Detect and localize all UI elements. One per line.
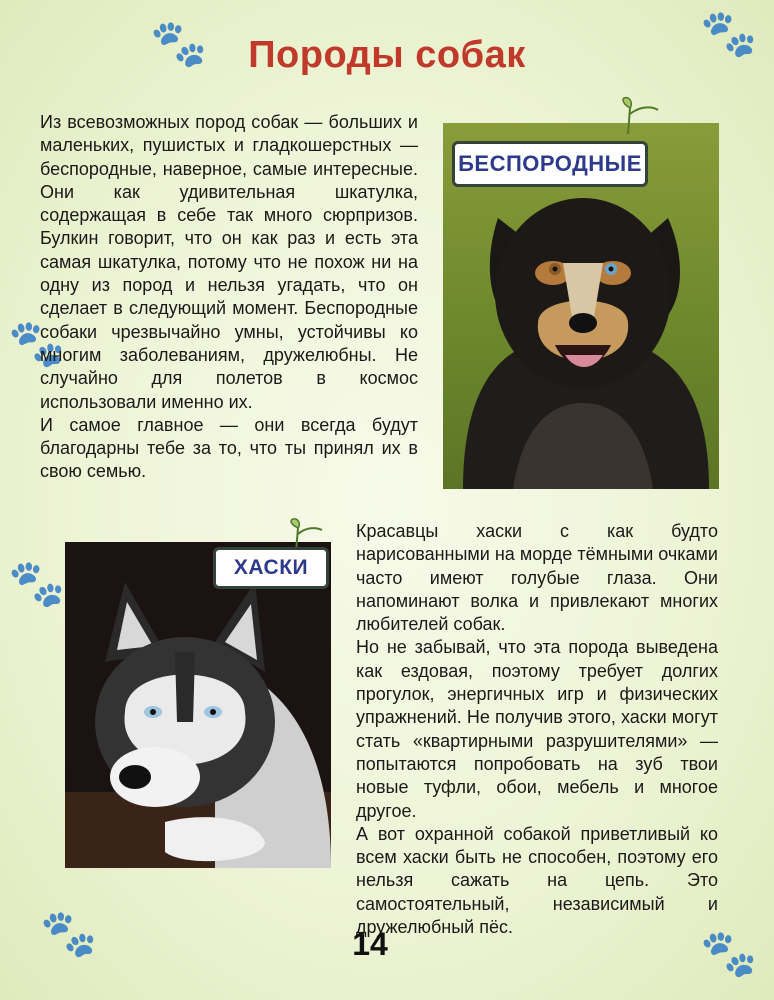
paragraph: А вот охранной собакой приветливый ко всем хаски быть не способен, поэтому его нельзя сажать на цепь. Это самостоятельный, независимый и дружелюбный пёс. [356, 823, 718, 938]
paragraph: Из всевозможных пород собак — больших и маленьких, пушистых и гладкошерстных — беспородные, наверное, самые интересные. Они как удивительная шкатулка, содержащая в себе так много сюрпризов. Булкин говорит, что он как раз и есть эта самая шкатулка, потому что не похож ни на одну из пород и нельзя угадать, что он сделает в следующий момент. Беспородные собаки чрезвычайно умны, устойчивы ко многим заболеваниям, дружелюбны. Не случайно для полетов в космос использовали именно их. [40, 112, 418, 412]
breed-tag-husky: ХАСКИ [213, 547, 329, 589]
page-number: 14 [352, 926, 388, 962]
paw-print-icon: 🐾 [150, 17, 208, 69]
paragraph: И самое главное — они всегда будут благодарны тебе за то, что ты принял их в свою семью. [40, 414, 418, 482]
husky-dog-photo [65, 542, 331, 868]
page-title: Породы собак [248, 34, 526, 76]
paw-print-icon: 🐾 [700, 7, 758, 59]
husky-text [356, 520, 718, 939]
paw-print-icon: 🐾 [700, 927, 758, 979]
paw-print-icon: 🐾 [40, 907, 98, 959]
breed-tag-mixed: БЕСПОРОДНЫЕ [452, 141, 648, 187]
paragraph: Но не забывай, что эта порода выведена как ездовая, поэтому требует долгих прогулок, энергичных игр и физических упражнений. Не получив этого, хаски могут стать «квартирными разрушителями» — попытаются попробовать на зуб твои новые туфли, обои, мебель и многое другое. [356, 637, 718, 821]
paragraph: Красавцы хаски с как будто нарисованными на морде тёмными очками часто имеют голубые глаза. Они напоминают волка и привлекают многих любителей собак. [356, 521, 718, 635]
sprig-icon [618, 96, 662, 136]
paw-print-icon: 🐾 [8, 557, 66, 609]
mixed-breed-text [40, 111, 418, 484]
paw-print-icon: 🐾 [8, 317, 66, 369]
